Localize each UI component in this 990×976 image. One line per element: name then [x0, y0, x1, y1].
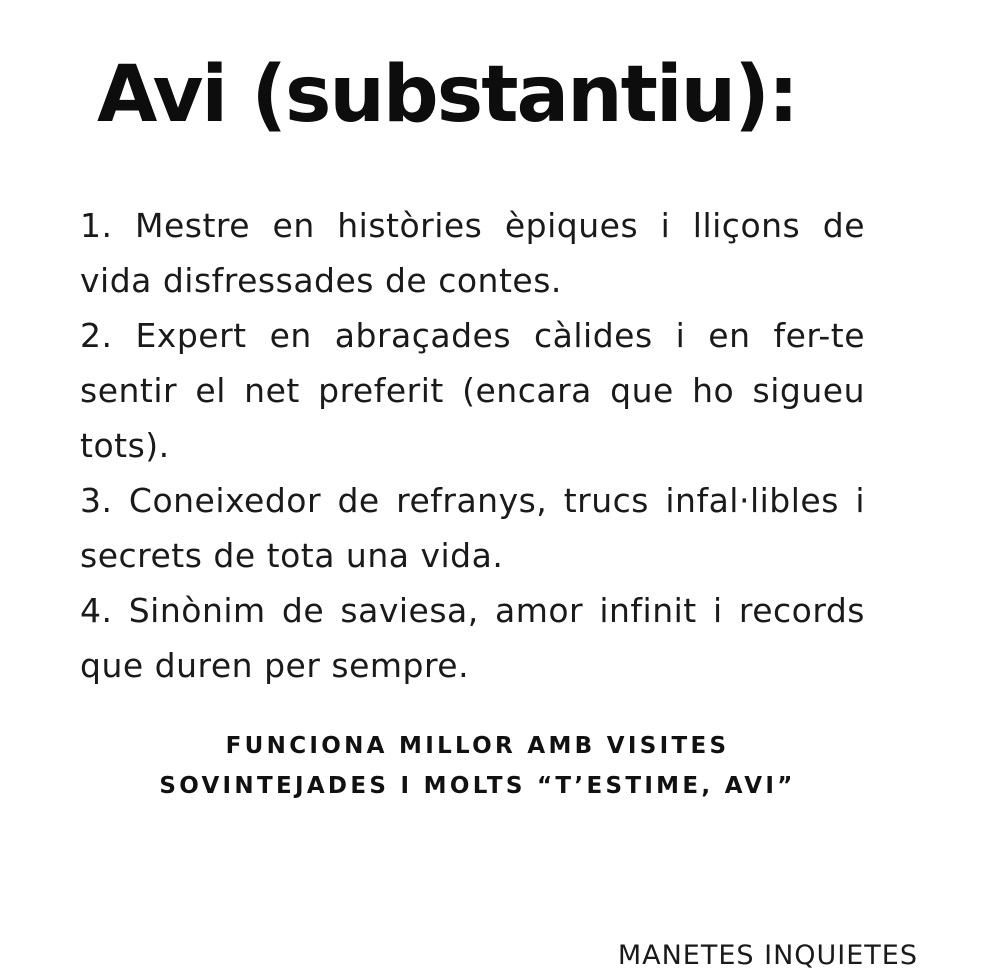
definitions-list	[80, 198, 865, 693]
definition-item: 2. Expert en abraçades càlides i en fer-te sentir el net preferit (encara que ho sigueu tots).	[80, 316, 865, 465]
footer-note	[0, 726, 955, 806]
definition-item: 1. Mestre en històries èpiques i lliçons de vida disfressades de contes.	[80, 206, 865, 300]
definition-item: 3. Coneixedor de refranys, trucs infal·libles i secrets de tota una vida.	[80, 481, 865, 575]
page-title: Avi (substantiu):	[97, 50, 798, 140]
definition-item: 4. Sinònim de saviesa, amor infinit i records que duren per sempre.	[80, 591, 865, 685]
brand-signature: MANETES INQUIETES	[617, 940, 918, 971]
footer-note-line: FUNCIONA MILLOR AMB VISITES	[225, 733, 730, 759]
footer-note-line: SOVINTEJADES I MOLTS “T’ESTIME, AVI”	[159, 773, 796, 799]
